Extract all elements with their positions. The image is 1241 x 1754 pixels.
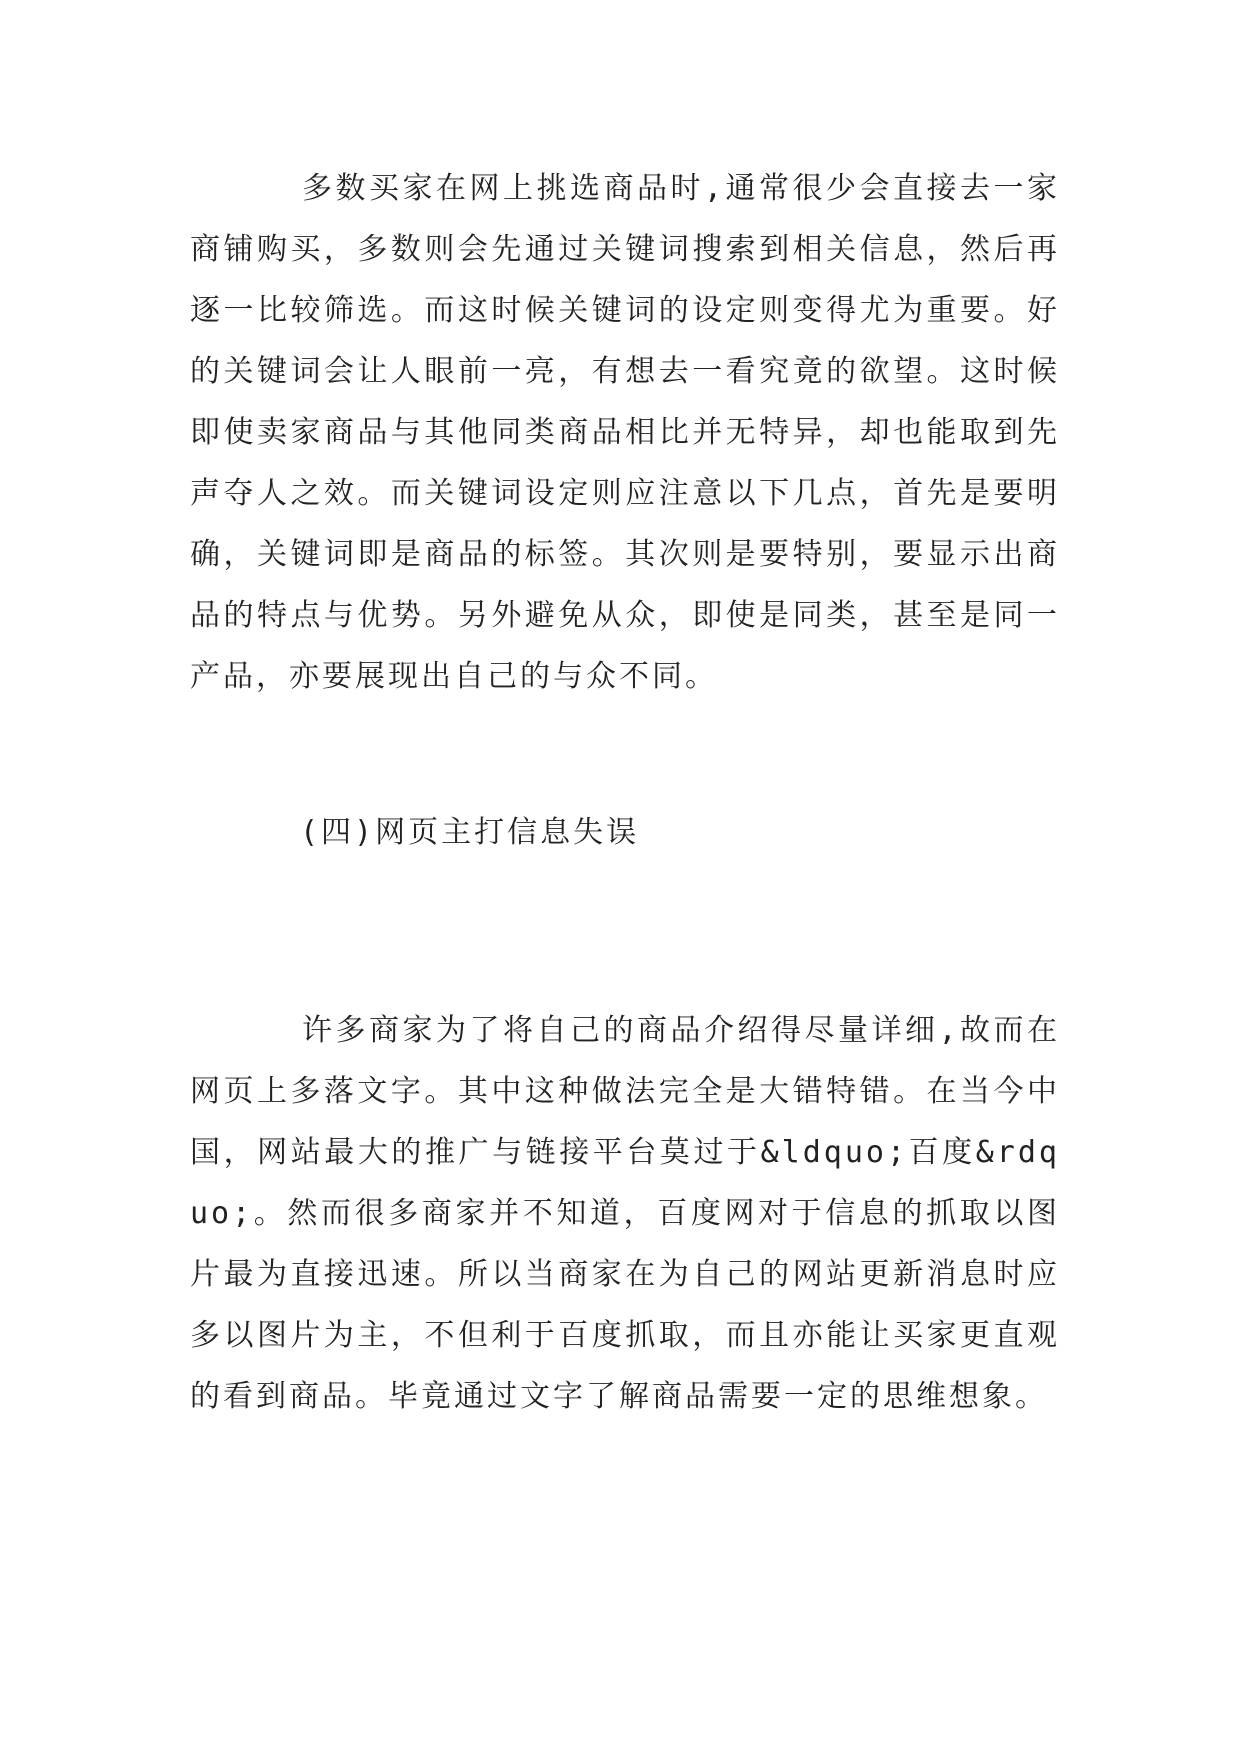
section-heading: (四)网页主打信息失误 xyxy=(300,815,640,850)
body-paragraph-keywords: 多数买家在网上挑选商品时,通常很少会直接去一家商铺购买，多数则会先通过关键词搜索到相关信息，然后再逐一比较筛选。而这时候关键词的设定则变得尤为重要。好的关键词会让人眼前一亮，有想去一看究竟的欲望。这时候即使卖家商品与其他同类商品相比并无特异，却也能取到先声夺人之效。而关键词设定则应注意以下几点，首先是要明确，关键词即是商品的标签。其次则是要特别，要显示出商品的特点与优势。另外避免从众，即使是同类，甚至是同一产品，亦要展现出自己的与众不同。 xyxy=(190,171,1060,694)
body-paragraph-web-info: 许多商家为了将自己的商品介绍得尽量详细,故而在网页上多落文字。其中这种做法完全是大错特错。在当今中国，网站最大的推广与链接平台莫过于&ldquo;百度&rdquo;。然而很多商家并不知道，百度网对于信息的抓取以图片最为直接迅速。所以当商家在为自己的网站更新消息时应多以图片为主，不但利于百度抓取，而且亦能让买家更直观的看到商品。毕竟通过文字了解商品需要一定的思维想象。 xyxy=(190,1013,1060,1414)
